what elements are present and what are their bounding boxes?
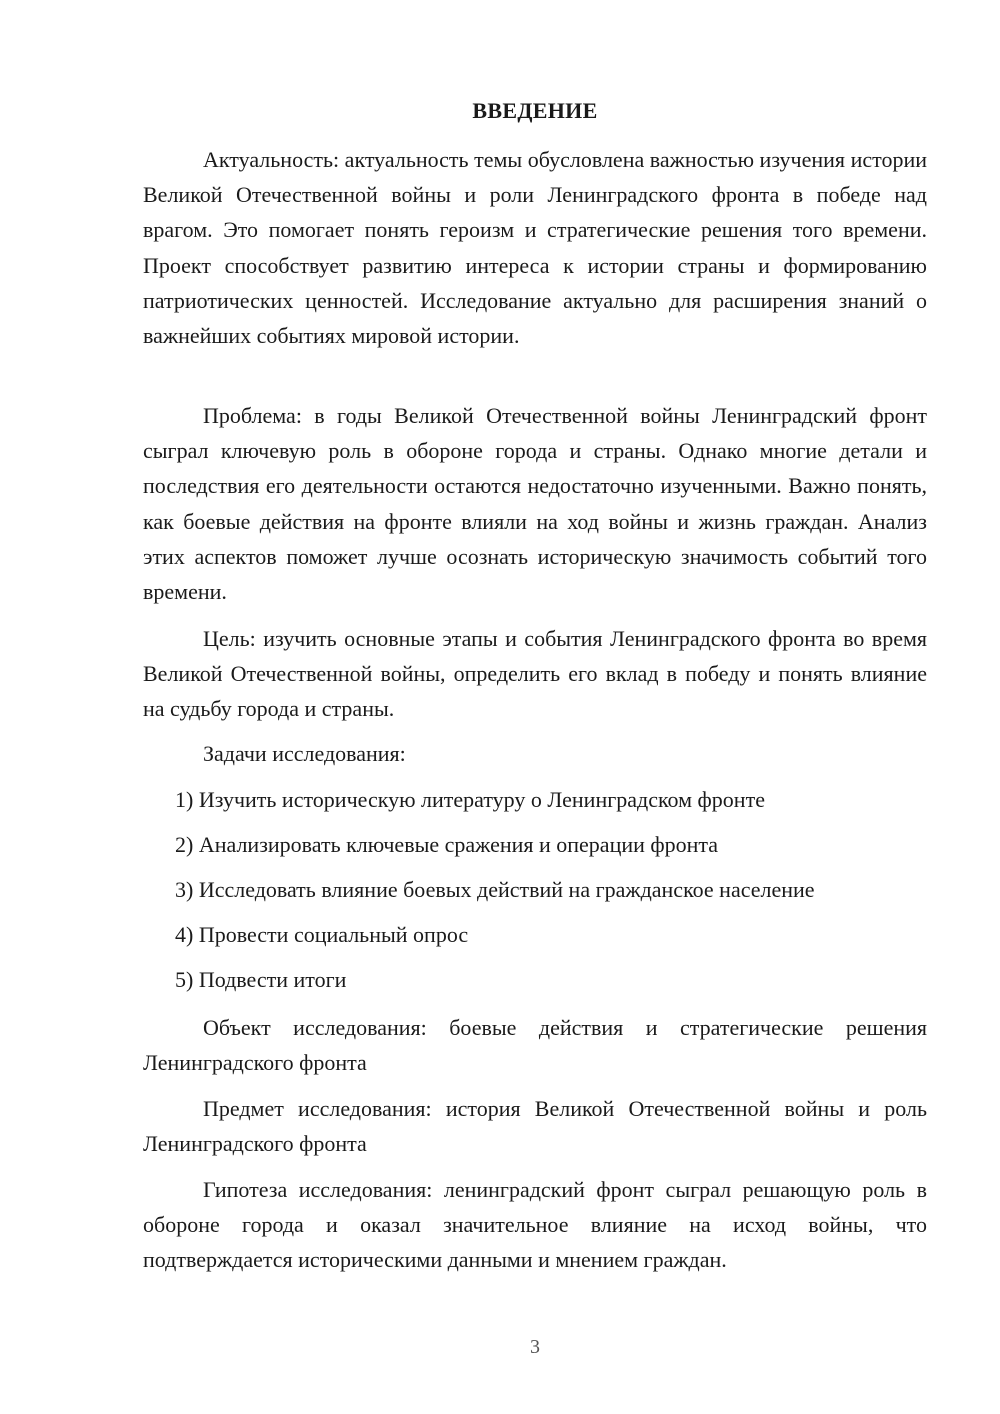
subject-paragraph: Предмет исследования: история Великой Отечественной войны и роль Ленинградского фронта bbox=[143, 1096, 927, 1157]
section-heading: ВВЕДЕНИЕ bbox=[472, 98, 598, 123]
page-number: 3 bbox=[530, 1336, 540, 1358]
hypothesis-paragraph: Гипотеза исследования: ленинградский фронт сыграл решающую роль в обороне города и оказал значительное влияние на исход войны, что подтверждается историческими данными и мнением граждан. bbox=[143, 1177, 927, 1273]
goal-paragraph: Цель: изучить основные этапы и события Ленинградского фронта во время Великой Отечественной войны, определить его вклад в победу и понять влияние на судьбу города и страны. bbox=[143, 626, 927, 722]
task-item: 5) Подвести итоги bbox=[175, 967, 347, 992]
task-item: 4) Провести социальный опрос bbox=[175, 922, 469, 947]
task-item: 2) Анализировать ключевые сражения и операции фронта bbox=[175, 832, 719, 857]
task-item: 3) Исследовать влияние боевых действий на гражданское население bbox=[175, 877, 815, 902]
object-paragraph: Объект исследования: боевые действия и стратегические решения Ленинградского фронта bbox=[143, 1015, 927, 1076]
task-item: 1) Изучить историческую литературу о Ленинградском фронте bbox=[175, 787, 765, 812]
relevance-paragraph: Актуальность: актуальность темы обусловлена важностью изучения истории Великой Отечественной войны и роли Ленинградского фронта в победе над врагом. Это помогает понять героизм и стратегические решения того времени. Проект способствует развитию интереса к истории страны и формированию патриотических ценностей. Исследование актуально для расширения знаний о важнейших событиях мировой истории. bbox=[143, 147, 927, 349]
tasks-title: Задачи исследования: bbox=[203, 741, 406, 766]
problem-paragraph: Проблема: в годы Великой Отечественной войны Ленинградский фронт сыграл ключевую роль в обороне города и страны. Однако многие детали и последствия его деятельности остаются недостаточно изученными. Важно понять, как боевые действия на фронте влияли на ход войны и жизнь граждан. Анализ этих аспектов поможет лучше осознать историческую значимость событий того времени. bbox=[143, 403, 927, 605]
